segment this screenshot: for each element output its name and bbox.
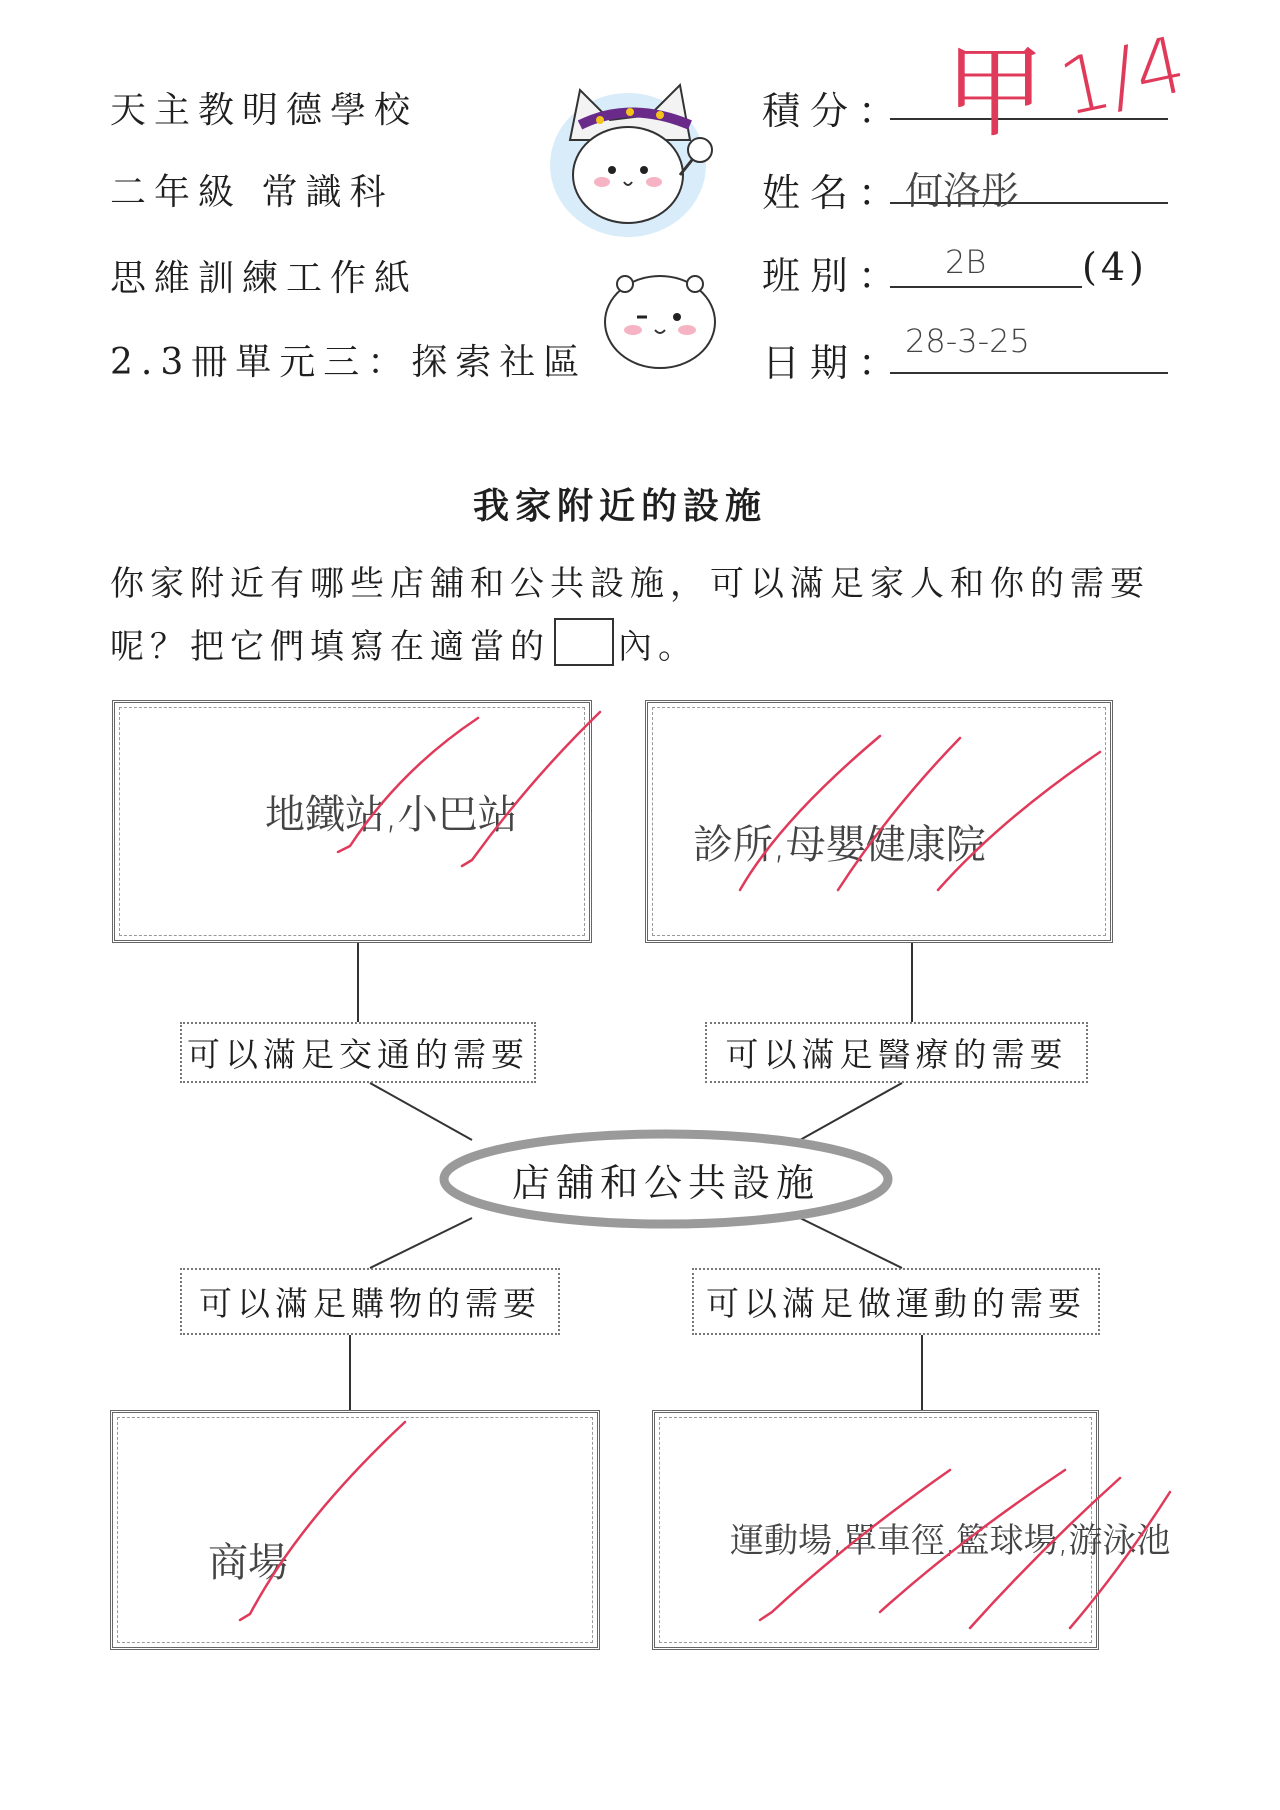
answer-medical: 診所,母嬰健康院: [693, 822, 986, 868]
student-name: 何洛彤: [905, 169, 1020, 213]
name-label: 姓名：: [762, 171, 907, 215]
instruction-text-end: 內。: [618, 627, 698, 667]
check-mark: [970, 1478, 1120, 1628]
unit-title: 2.3冊單元三：探索社區: [110, 342, 588, 383]
score-label: 積分：: [762, 89, 907, 133]
check-mark: [1070, 1492, 1170, 1628]
check-mark: [462, 712, 600, 866]
check-mark: [838, 738, 960, 890]
check-mark: [240, 1422, 405, 1620]
center-label: 店舖和公共設施: [511, 1160, 820, 1205]
check-mark: [740, 736, 880, 890]
class-value: 2B: [945, 243, 987, 281]
worksheet-title: 我家附近的設施: [472, 485, 767, 527]
class-label: 班別：: [762, 254, 907, 298]
instruction-text: 呢？把它們填寫在適當的: [110, 627, 550, 667]
score-grade: 甲: [945, 34, 1045, 151]
answer-shopping: 商場: [208, 1540, 288, 1586]
need-transport: 可以滿足交通的需要: [180, 1022, 536, 1083]
instruction-line-1: 你家附近有哪些店舖和公共設施，可以滿足家人和你的需要: [110, 564, 1150, 604]
check-mark: [338, 718, 478, 852]
date-label: 日期：: [762, 341, 907, 385]
answer-transport: 地鐵站,小巴站: [265, 792, 518, 838]
score-fraction: 1/4: [1052, 19, 1194, 135]
need-shopping: 可以滿足購物的需要: [180, 1268, 560, 1335]
need-medical: 可以滿足醫療的需要: [705, 1022, 1088, 1083]
check-mark: [880, 1470, 1065, 1612]
grade-subject: 二年級 常識科: [110, 172, 394, 213]
need-sports: 可以滿足做運動的需要: [692, 1268, 1100, 1335]
date-value: 28-3-25: [905, 322, 1030, 360]
class-number: (4): [1082, 245, 1148, 289]
check-mark: [760, 1470, 950, 1620]
answer-sports: 運動場,單車徑,籃球場,游泳池: [730, 1521, 1171, 1561]
school-name: 天主教明德學校: [110, 90, 419, 131]
check-mark: [938, 752, 1100, 890]
worksheet-type: 思維訓練工作紙: [110, 258, 419, 299]
